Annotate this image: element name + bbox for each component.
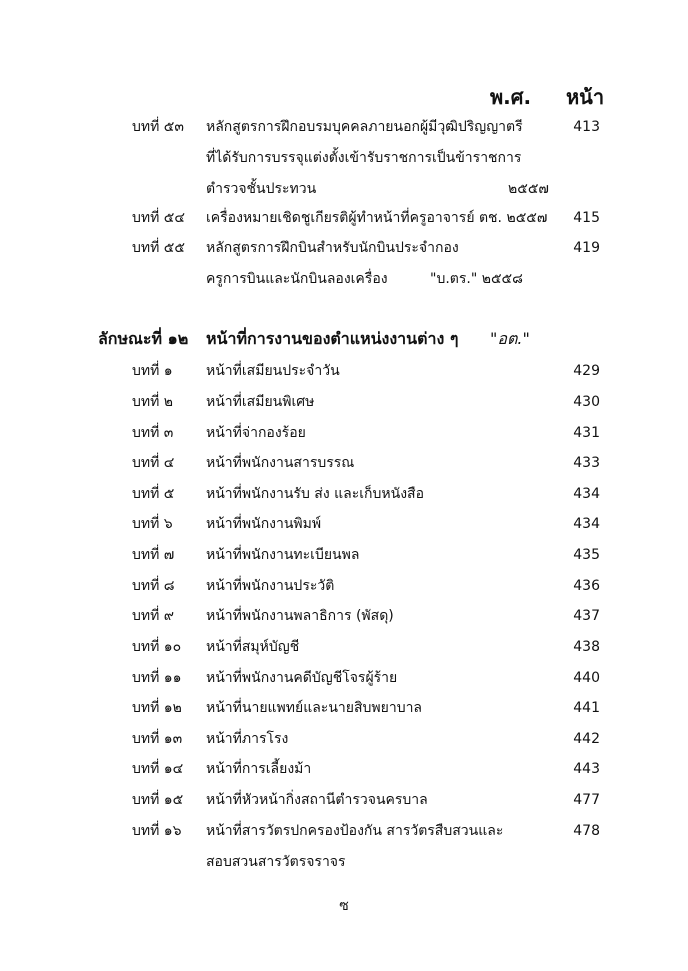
chapter-number: บทที่ ๑ bbox=[132, 363, 173, 379]
chapter-title: หน้าที่พนักงานรับ ส่ง และเก็บหนังสือ bbox=[206, 486, 424, 502]
page-number: 433 bbox=[573, 455, 600, 471]
chapter-number: บทที่ ๒ bbox=[132, 394, 174, 410]
toc-entry bbox=[0, 233, 688, 263]
chapter-title-line: หลักสูตรการฝึกอบรมบุคคลภายนอกผู้มีวุฒิปริญญาตรี bbox=[206, 119, 523, 135]
chapter-title: หน้าที่สารวัตรปกครองป้องกัน สารวัตรสืบสวนและ bbox=[206, 823, 504, 839]
chapter-number: บทที่ ๖ bbox=[132, 516, 173, 532]
page-number: 429 bbox=[573, 363, 600, 379]
page-number: 434 bbox=[573, 516, 600, 532]
toc-entry-continuation bbox=[0, 143, 688, 173]
toc-entry bbox=[0, 785, 688, 815]
page-number: 435 bbox=[573, 547, 600, 563]
chapter-title: หน้าที่พนักงานพิมพ์ bbox=[206, 516, 322, 532]
page-number: 477 bbox=[573, 792, 600, 808]
page-footer-marker: ซ bbox=[339, 898, 349, 914]
chapter-title: หน้าที่เสมียนพิเศษ bbox=[206, 394, 315, 410]
page-number: 436 bbox=[573, 578, 600, 594]
page-number: 415 bbox=[573, 210, 600, 226]
page-number: 413 bbox=[573, 119, 600, 135]
page-number: 438 bbox=[573, 639, 600, 655]
chapter-title-line: เครื่องหมายเชิดชูเกียรติผู้ทำหน้าที่ครูอาจารย์ ตช. ๒๕๕๗ bbox=[206, 210, 548, 226]
page-number: 440 bbox=[573, 670, 600, 686]
chapter-number: บทที่ ๑๒ bbox=[132, 700, 182, 716]
toc-entry bbox=[0, 479, 688, 509]
chapter-title: หน้าที่นายแพทย์และนายสิบพยาบาล bbox=[206, 700, 423, 716]
toc-entry bbox=[0, 724, 688, 754]
toc-entry bbox=[0, 356, 688, 386]
chapter-number: บทที่ ๔ bbox=[132, 455, 175, 471]
chapter-number: บทที่ ๗ bbox=[132, 547, 175, 563]
chapter-year: "บ.ตร." ๒๕๕๘ bbox=[430, 271, 523, 287]
toc-entry bbox=[0, 632, 688, 662]
chapter-number: บทที่ ๑๐ bbox=[132, 639, 182, 655]
page-number: 442 bbox=[573, 731, 600, 747]
chapter-number: บทที่ ๕๔ bbox=[132, 210, 185, 226]
chapter-title: หน้าที่พนักงานทะเบียนพล bbox=[206, 547, 360, 563]
chapter-number: บทที่ ๑๓ bbox=[132, 731, 183, 747]
toc-entry bbox=[0, 571, 688, 601]
chapter-title-line: ตำรวจชั้นประทวน bbox=[206, 181, 317, 197]
toc-entry bbox=[0, 601, 688, 631]
toc-entry bbox=[0, 693, 688, 723]
chapter-title: หน้าที่เสมียนประจำวัน bbox=[206, 363, 340, 379]
page-number: 478 bbox=[573, 823, 600, 839]
chapter-title-line: ครูการบินและนักบินลองเครื่อง bbox=[206, 271, 388, 287]
chapter-title-line: สอบสวนสารวัตรจราจร bbox=[206, 854, 346, 870]
toc-entry-continuation bbox=[0, 174, 688, 204]
page-number: 434 bbox=[573, 486, 600, 502]
toc-entry bbox=[0, 816, 688, 846]
chapter-number: บทที่ ๓ bbox=[132, 425, 174, 441]
chapter-title: หน้าที่การเลี้ยงม้า bbox=[206, 761, 312, 777]
column-header-year: พ.ศ. bbox=[490, 85, 532, 109]
toc-entry bbox=[0, 754, 688, 784]
chapter-title: หน้าที่พนักงานคดีบัญชีโจรผู้ร้าย bbox=[206, 670, 398, 686]
toc-entry bbox=[0, 509, 688, 539]
toc-entry bbox=[0, 540, 688, 570]
chapter-title: หน้าที่พนักงานสารบรรณ bbox=[206, 455, 355, 471]
page-number: 443 bbox=[573, 761, 600, 777]
chapter-title: หน้าที่สมุห์บัญชี bbox=[206, 639, 300, 655]
section-title: หน้าที่การงานของตำแหน่งงานต่าง ๆ bbox=[206, 329, 459, 348]
chapter-title-line: ที่ได้รับการบรรจุแต่งตั้งเข้ารับราชการเป็นข้าราชการ bbox=[206, 150, 522, 166]
chapter-number: บทที่ ๑๕ bbox=[132, 792, 184, 808]
page-number: 437 bbox=[573, 608, 600, 624]
toc-entry bbox=[0, 448, 688, 478]
chapter-title: หน้าที่หัวหน้ากิ่งสถานีตำรวจนครบาล bbox=[206, 792, 428, 808]
chapter-title: หน้าที่พนักงานพลาธิการ (พัสดุ) bbox=[206, 608, 394, 624]
toc-entry bbox=[0, 418, 688, 448]
page-number: 441 bbox=[573, 700, 600, 716]
chapter-number: บทที่ ๑๑ bbox=[132, 670, 182, 686]
chapter-title: หน้าที่จ่ากองร้อย bbox=[206, 425, 306, 441]
section-heading bbox=[0, 324, 688, 354]
page-number: 431 bbox=[573, 425, 600, 441]
chapter-year: ๒๕๕๗ bbox=[508, 181, 549, 197]
toc-entry-continuation bbox=[0, 264, 688, 294]
chapter-number: บทที่ ๑๔ bbox=[132, 761, 184, 777]
toc-entry bbox=[0, 112, 688, 142]
chapter-number: บทที่ ๘ bbox=[132, 578, 175, 594]
chapter-number: บทที่ ๕๓ bbox=[132, 119, 184, 135]
chapter-number: บทที่ ๑๖ bbox=[132, 823, 182, 839]
page-number: 430 bbox=[573, 394, 600, 410]
toc-entry-continuation bbox=[0, 847, 688, 877]
chapter-title-line: หลักสูตรการฝึกบินสำหรับนักบินประจำกอง bbox=[206, 240, 459, 256]
toc-entry bbox=[0, 387, 688, 417]
chapter-title: หน้าที่พนักงานประวัติ bbox=[206, 578, 335, 594]
chapter-number: บทที่ ๙ bbox=[132, 608, 175, 624]
section-label: ลักษณะที่ ๑๒ bbox=[98, 329, 189, 348]
chapter-number: บทที่ ๕ bbox=[132, 486, 175, 502]
chapter-number: บทที่ ๕๕ bbox=[132, 240, 185, 256]
column-header-page: หน้า bbox=[566, 85, 605, 109]
toc-entry bbox=[0, 203, 688, 233]
page-number: 419 bbox=[573, 240, 600, 256]
chapter-title: หน้าที่ภารโรง bbox=[206, 731, 289, 747]
toc-entry bbox=[0, 663, 688, 693]
section-tag: "อต." bbox=[490, 329, 530, 348]
